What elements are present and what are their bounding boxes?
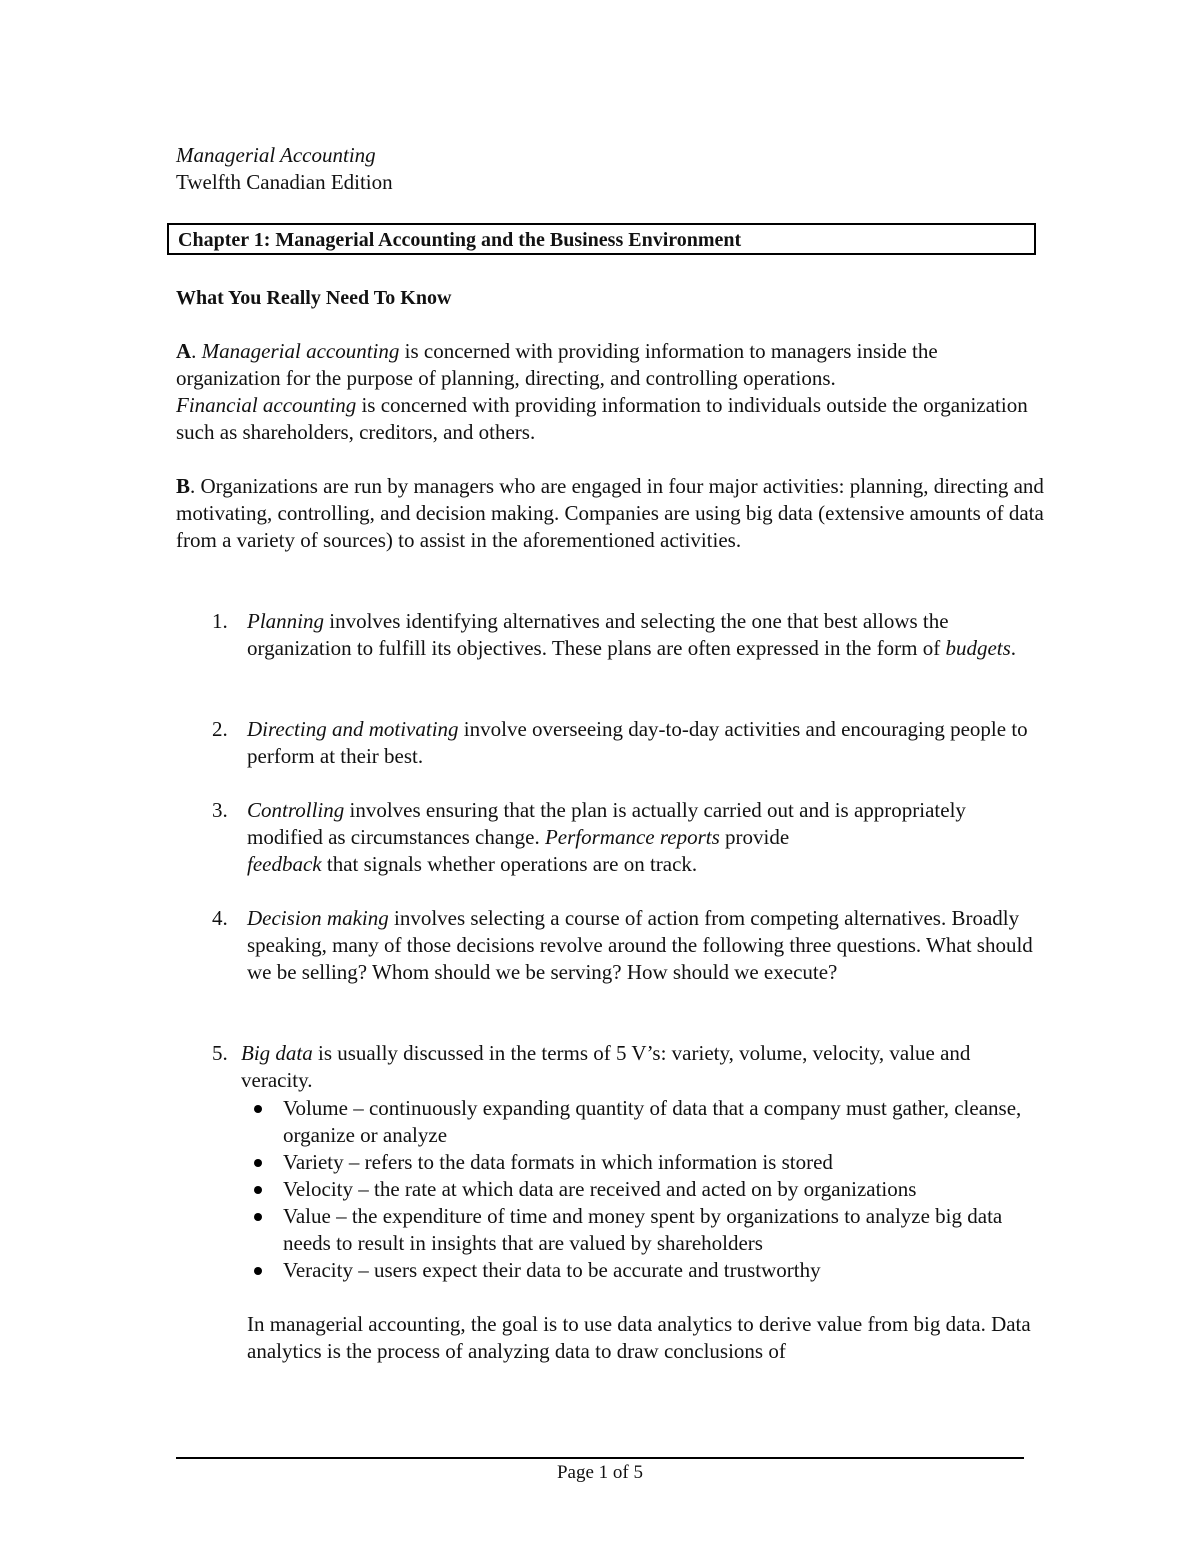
chapter-title: Chapter 1: Managerial Accounting and the Business Environment xyxy=(178,229,742,251)
list-item-text: is usually discussed in the terms of 5 V’s: variety, volume, velocity, value and veracity. xyxy=(241,1041,971,1092)
paragraph-a-text-2: is concerned with providing information to individuals outside the organization such as shareholders, creditors, and others. xyxy=(176,393,1028,444)
paragraph-b-label: B xyxy=(176,474,191,498)
term-big-data: Big data xyxy=(241,1041,313,1065)
list-item-text: involves identifying alternatives and selecting the one that best allows the organization to fulfill its objectives. These plans are often expressed in the form of xyxy=(247,609,949,660)
paragraph-b-text: . Organizations are run by managers who are engaged in four major activities: planning, directing and motivating, controlling, and decision making. Companies are using big data (extensive amounts of data from a variety of sources) to assist in the aforementioned activities. xyxy=(176,474,1044,552)
book-title: Managerial Accounting xyxy=(176,143,376,167)
term-managerial-accounting: Managerial accounting xyxy=(201,339,400,363)
bullet-dot-icon xyxy=(254,1213,262,1221)
closing-paragraph: In managerial accounting, the goal is to use data analytics to derive value from big data. Data analytics is the process of analyzing data to draw conclusions of xyxy=(247,1312,1031,1363)
bullet-item-velocity xyxy=(248,1176,1048,1203)
bullet-dot-icon xyxy=(254,1105,262,1113)
footer-divider xyxy=(176,1457,1024,1459)
bullet-dot-icon xyxy=(254,1267,262,1275)
document-header xyxy=(176,142,393,196)
list-item-text: involves ensuring that the plan is actually carried out and is appropriately modified as circumstances change. xyxy=(247,798,966,849)
bullet-text: Value – the expenditure of time and money spent by organizations to analyze big data needs to result in insights that are valued by shareholders xyxy=(283,1204,1003,1255)
term-financial-accounting: Financial accounting xyxy=(176,393,357,417)
bullet-item-veracity xyxy=(248,1257,1048,1284)
edition-label: Twelfth Canadian Edition xyxy=(176,170,393,194)
list-item-text-end: . xyxy=(1010,636,1017,660)
bullet-text: Veracity – users expect their data to be accurate and trustworthy xyxy=(283,1258,821,1282)
term-feedback: feedback xyxy=(247,852,322,876)
term-performance-reports: Performance reports xyxy=(544,825,720,849)
chapter-title-box xyxy=(167,223,1036,255)
bullet-dot-icon xyxy=(254,1186,262,1194)
list-item-number: 1. xyxy=(212,609,228,633)
big-data-bullet-list xyxy=(248,1095,1048,1284)
list-item-text-mid: provide xyxy=(719,825,790,849)
bullet-item-volume xyxy=(248,1095,1048,1149)
bullet-text: Velocity – the rate at which data are received and acted on by organizations xyxy=(283,1177,917,1201)
list-item-number: 5. xyxy=(212,1041,228,1065)
paragraph-a-label: A xyxy=(176,339,192,363)
list-item-text: involves selecting a course of action from competing alternatives. Broadly speaking, many of those decisions revolve around the following three questions. What should we be selling? Whom should we be serving? How should we execute? xyxy=(247,906,1033,984)
bullet-text: Variety – refers to the data formats in which information is stored xyxy=(283,1150,833,1174)
term-budgets: budgets xyxy=(945,636,1011,660)
paragraph-a-text-1: is concerned with providing information to managers inside the organization for the purpose of planning, directing, and controlling operations. xyxy=(176,339,938,390)
bullet-item-variety xyxy=(248,1149,1048,1176)
term-directing-and-motivating: Directing and motivating xyxy=(247,717,459,741)
bullet-dot-icon xyxy=(254,1159,262,1167)
list-item-text: involve overseeing day-to-day activities and encouraging people to perform at their best. xyxy=(247,717,1028,768)
term-decision-making: Decision making xyxy=(247,906,389,930)
list-item-text-end: that signals whether operations are on track. xyxy=(321,852,698,876)
term-controlling: Controlling xyxy=(247,798,345,822)
bullet-text: Volume – continuously expanding quantity of data that a company must gather, cleanse, organize or analyze xyxy=(283,1096,1022,1147)
term-planning: Planning xyxy=(247,609,324,633)
paragraph-b xyxy=(176,473,1046,554)
list-item-number: 2. xyxy=(212,717,228,741)
list-item-number: 3. xyxy=(212,798,228,822)
bullet-item-value xyxy=(248,1203,1048,1257)
paragraph-a: A. Managerial accounting is concerned with providing information to managers inside the organization for the purpose of planning, directing, and controlling operations. Financial accounting is concerned with providing information to individuals outside the organization such as shareholders, creditors, and others. xyxy=(176,339,1028,444)
page-number: Page 1 of 5 xyxy=(556,1462,643,1483)
list-item-number: 4. xyxy=(212,906,228,930)
section-heading: What You Really Need To Know xyxy=(176,287,452,309)
